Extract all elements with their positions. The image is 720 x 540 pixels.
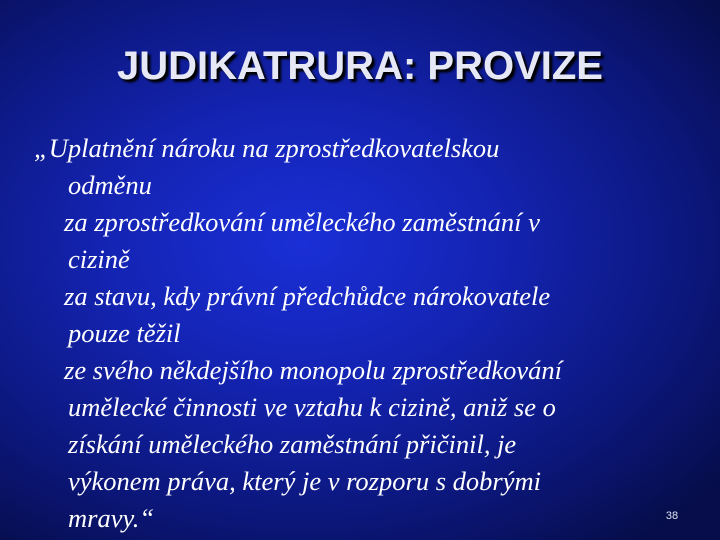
slide-title: JUDIKATRURA: PROVIZE (117, 44, 603, 88)
quote-line: umělecké činnosti ve vztahu k cizině, aniž se o (68, 392, 556, 422)
quote-line: za stavu, kdy právní předchůdce nárokovatele (64, 281, 551, 311)
quote-line: cizině (68, 244, 130, 274)
quote-line: výkonem práva, který je v rozporu s dobrými (68, 466, 541, 496)
quote-line: „Uplatnění nároku na zprostředkovatelskou (34, 133, 500, 163)
quote-line: mravy.“ (68, 503, 155, 533)
quote-line: získání uměleckého zaměstnání přičinil, je (68, 429, 517, 459)
quote-line: odměnu (68, 170, 152, 200)
quote-line: ze svého někdejšího monopolu zprostředkování (64, 355, 563, 385)
quote-line: za zprostředkování uměleckého zaměstnání v (64, 207, 540, 237)
quote-line: pouze těžil (68, 318, 181, 348)
page-number: 38 (665, 510, 679, 522)
quote-text (34, 130, 694, 537)
